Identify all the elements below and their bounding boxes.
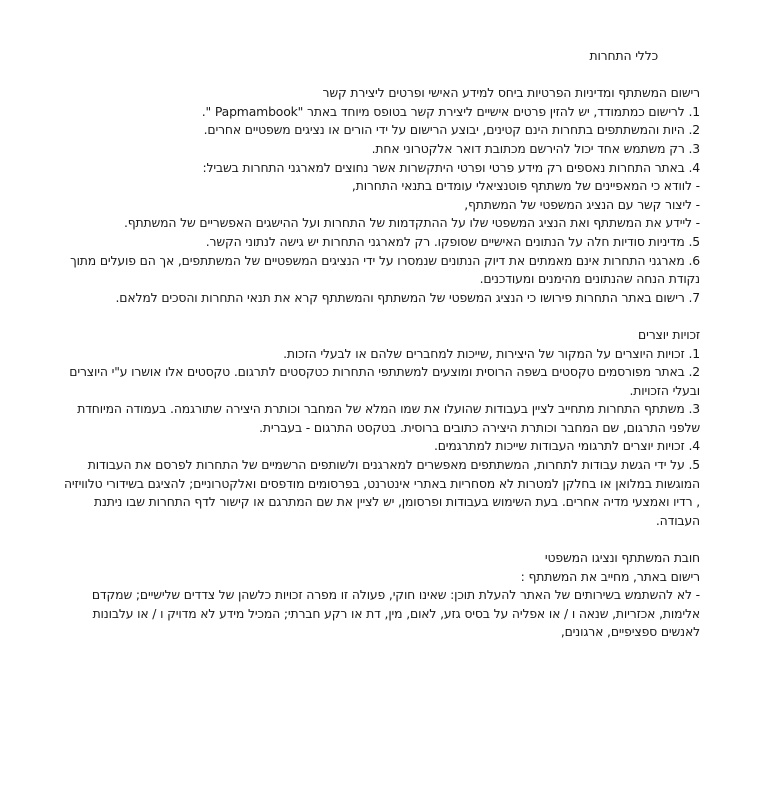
document-page [58,47,700,661]
paragraph: 4. זכויות יוצרים לתרגומי העבודות שייכות למתרגמים. [433,438,700,454]
bullet-item: - לוודא כי המאפיינים של משתתף פוטנציאלי עומדים בתנאי התחרות, [351,178,700,194]
paragraph: 4. באתר התחרות נאספים רק מידע פרטי ופרטי היתקשרות אשר נחוצים למארגני התחרות בשביל: [202,159,700,175]
section-copyright [58,326,700,531]
bullet-item: - ליידע את המשתתף ואת הנציג המשפטי שלו על ההתקדמות של התחרות ועל ההישגים האפשריים של המשתתף. [123,215,700,231]
bullet-item: - לא להשתמש בשירותים של האתר להעלת תוכן: שאינו חוקי, פעולה זו מפרה זכויות כלשהן של צדדים שלישיים; שמקדם אלימות, אכזריות, שנאה ו / או אפליה על בסיס גזע, לאום, מין, דת או רקע חברתי; המכיל מידע לא מדויק ו / או עלבונות לאנשים ספציפיים, ארגונים, [91,587,700,640]
paragraph: 5. על ידי הגשת עבודות לתחרות, המשתתפים מאפשרים למארגנים ולשותפים הרשמיים של התחרות לפרסם את העבודות המוגשות במלואן או בחלקן למטרות לא מסחריות באתרי אינטרנט, בפרסומים מודפסים ואלקטרוניים; להציגם בשידורי טלוויזיה , רדיו ואמצעי מדיה אחרים. בעת השימוש בעבודות ופרסומן, יש לציין את שם המתרגם או קישור לדף התחרות שבו ניתנת העבודה. [63,457,700,528]
paragraph: 3. משתתף התחרות מתחייב לציין בעבודות שהועלו את שמו המלא של המחבר וכותרת היצירה שתורגמה. בעמודה המיוחדת שלפני התרגום, שם המחבר וכותרת היצירה כתובים ברוסית. בטקסט התרגום - בעברית. [77,401,700,435]
paragraph: 3. רק משתמש אחד יכול להירשם מכתובת דואר אלקטרוני אחת. [371,140,700,156]
paragraph: 1. זכויות היוצרים על המקור של היצירות ,שייכות למחברים שלהם או לבעלי הזכות. [283,345,700,361]
paragraph: 2. היות והמשתתפים בתחרות הינם קטינים, יבוצע הרישום על ידי הורים או נציגים משפטיים אחרים. [203,122,700,138]
section-participant-obligations [58,549,700,642]
section-registration-privacy [58,84,700,307]
bullet-item: - ליצור קשר עם הנציג המשפטי של המשתתף, [464,196,700,212]
paragraph: רישום באתר, מחייב את המשתתף : [520,568,700,584]
section-heading: חובת המשתתף ונציגו המשפטי [544,550,700,566]
section-heading: רישום המשתתף ומדיניות הפרטיות ביחס למידע האישי ופרטים ליצירת קשר [322,85,700,101]
page-title: כללי התחרות [589,48,658,63]
section-heading: זכויות יוצרים [638,326,700,342]
paragraph: 6. מארגני התחרות אינם מאמתים את דיוק הנתונים שנמסרו על ידי הנציגים המשפטיים של המשתתפים, אך הם פועלים מתוך נקודת הנחה שהנתונים מהימנים ומעודכנים. [70,252,700,287]
paragraph: 7. רישום באתר התחרות פירושו כי הנציג המשפטי של המשתתף והמשתתף קרא את תנאי התחרות והסכים למלאם. [115,289,700,305]
paragraph: 1. לרישום כמתמודד, יש להזין פרטים אישיים ליצירת קשר בטופס מיוחד באתר "Papmambook ". [201,103,700,119]
paragraph: 2. באתר מפורסמים טקסטים בשפה הרוסית ומוצעים למשתתפי התחרות כטקסטים לתרגום. טקסטים אלו אושרו ע"י היוצרים ובעלי הזכויות. [69,364,700,398]
paragraph: 5. מדיניות סודיות חלה על הנתונים האישיים שסופקו. רק למארגני התחרות יש גישה לנתוני הקשר. [205,233,700,249]
